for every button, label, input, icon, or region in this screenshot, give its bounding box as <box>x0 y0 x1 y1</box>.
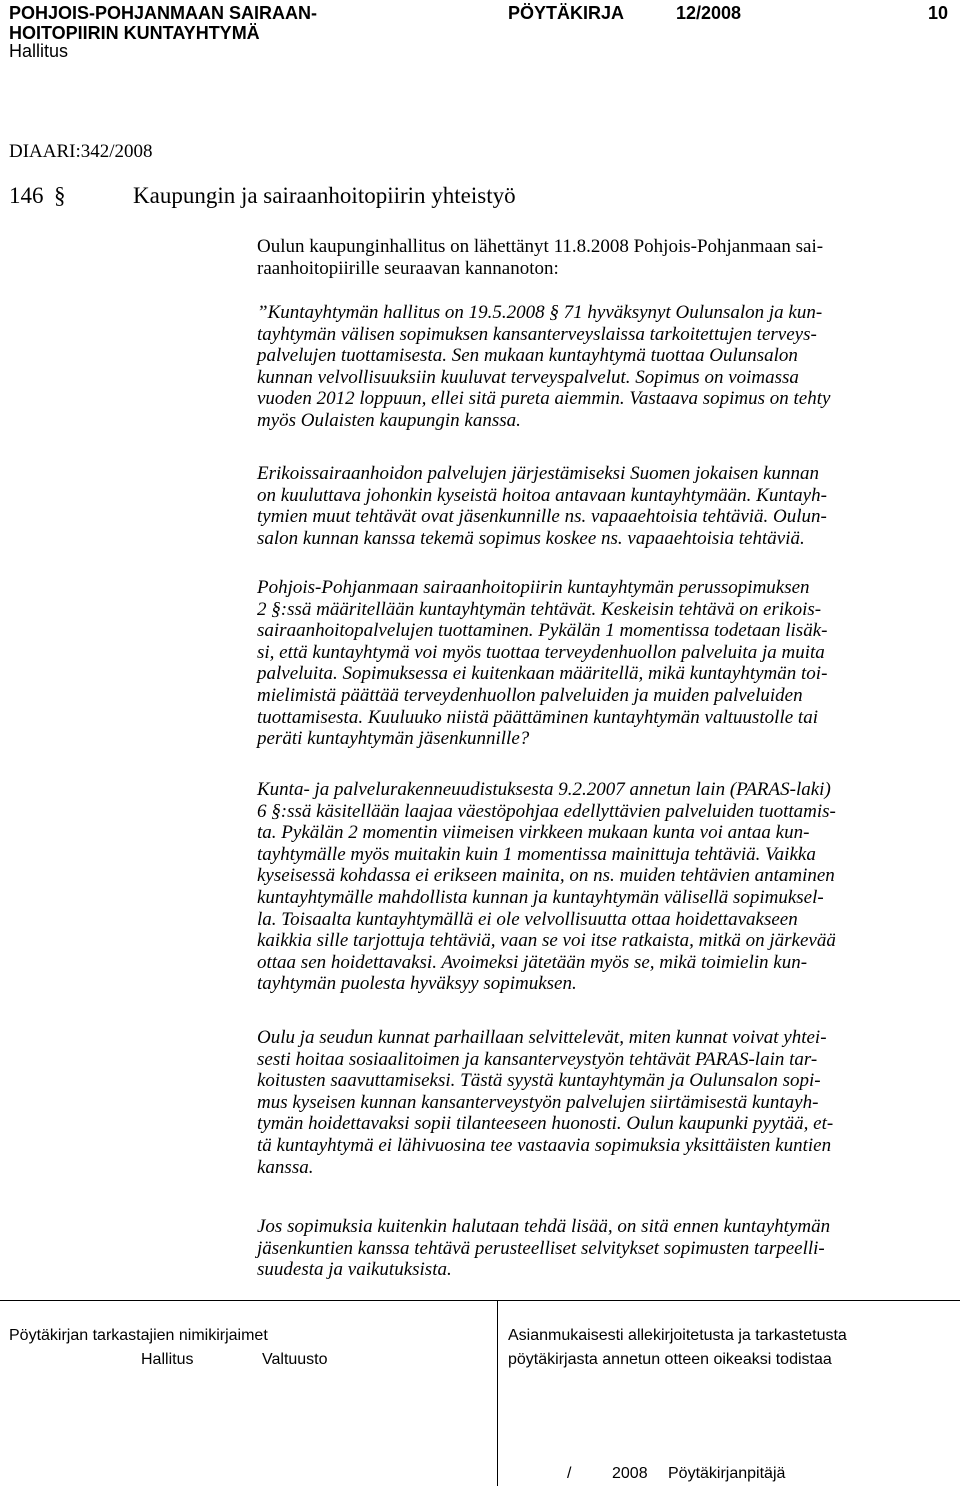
diaari-number: DIAARI:342/2008 <box>9 141 153 162</box>
footer-date-year: 2008 <box>612 1465 648 1482</box>
text-line: tymän hoidettavaksi sopii tilanteeseen huonosti. Oulun kaupunki pyytää, et- <box>257 1113 834 1135</box>
header-doc-type: PÖYTÄKIRJA <box>508 3 625 23</box>
text-line: palveluita. Sopimuksessa ei kuitenkaan määritellä, mikä kuntayhtymän toi- <box>257 663 828 685</box>
text-line: 2 §:ssä määritellään kuntayhtymän tehtävät. Keskeisin tehtävä on erikois- <box>257 598 822 620</box>
text-line: kaikkia sille tarjottuja tehtäviä, vaan se voi itse ratkaista, mitkä on järkevää <box>257 930 836 952</box>
text-line: kyseisessä kohdassa ei erikseen mainita, on ns. muiden tehtävien antaminen <box>257 865 835 887</box>
header-body-name: Hallitus <box>9 41 69 61</box>
header-page-number: 10 <box>928 3 949 23</box>
text-line: myös Oulaisten kaupungin kanssa. <box>257 409 521 431</box>
section-symbol: § <box>54 183 66 208</box>
footer-col-hallitus: Hallitus <box>141 1351 194 1368</box>
footer-signer: Pöytäkirjanpitäjä <box>668 1465 786 1482</box>
header-org-line1: POHJOIS-POHJANMAAN SAIRAAN- <box>9 3 318 23</box>
text-line: la. Toisaalta kuntayhtymällä ei ole velvollisuutta ottaa hoidettavakseen <box>257 908 798 930</box>
text-line: si, että kuntayhtymä voi myös tuottaa terveydenhuollon palveluita ja muita <box>257 641 825 663</box>
text-line: Erikoissairaanhoidon palvelujen järjestämiseksi Suomen jokaisen kunnan <box>257 463 820 484</box>
text-line: sairaanhoitopalvelujen tuottaminen. Pykälän 1 momentissa todetaan lisäk- <box>257 620 828 642</box>
text-line: mielimistä päättää terveydenhuollon palveluiden ja muiden palveluiden <box>257 684 803 706</box>
quoted-statement <box>257 302 957 432</box>
text-line: tayhtymän välisen sopimuksen kansanterveyslaissa tarkoitettujen terveys- <box>257 323 817 345</box>
text-line: Kunta- ja palvelurakenneuudistuksesta 9.2.2007 annetun lain (PARAS-laki) <box>257 779 831 800</box>
text-line: kunnan velvollisuuksiin kuuluvat terveyspalvelut. Sopimus on voimassa <box>257 366 799 388</box>
header-doc-number: 12/2008 <box>676 3 742 23</box>
text-line: Oulu ja seudun kunnat parhaillaan selvittelevät, miten kunnat voivat yhtei- <box>257 1027 827 1048</box>
footer-divider <box>497 1300 498 1486</box>
text-line: peräti kuntayhtymän jäsenkunnille? <box>257 728 530 750</box>
text-line: suudesta ja vaikutuksista. <box>257 1259 452 1281</box>
paragraph-2 <box>257 577 957 750</box>
text-line: kuntayhtymälle mahdollista kunnan ja kuntayhtymän välisellä sopimuksel- <box>257 886 824 908</box>
text-line: 6 §:ssä käsitellään laajaa väestöpohjaa edellyttävien palveluiden tuottamis- <box>257 800 836 822</box>
paragraph-5 <box>257 1216 957 1281</box>
text-line: vuoden 2012 loppuun, ellei sitä pureta aiemmin. Vastaava sopimus on tehty <box>257 388 831 410</box>
text-line: sesti hoitaa sosiaalitoimen ja kansanterveystyön tehtävät PARAS-lain tar- <box>257 1048 818 1070</box>
text-line: jäsenkuntien kanssa tehtävä perusteelliset selvitykset sopimusten tarpeelli- <box>257 1237 825 1259</box>
footer-date-slash: / <box>567 1465 572 1482</box>
text-line: ta. Pykälän 2 momentin viimeisen virkkeen mukaan kunta voi antaa kun- <box>257 822 810 844</box>
text-line: koitusten saavuttamiseksi. Tästä syystä kuntayhtymän ja Oulunsalon sopi- <box>257 1070 821 1092</box>
footer-certification-line1: Asianmukaisesti allekirjoitetusta ja tarkastetusta <box>508 1327 847 1344</box>
text-line: kanssa. <box>257 1156 314 1178</box>
text-line: tä kuntayhtymä ei lähivuosina tee vastaavia sopimuksia yksittäisten kuntien <box>257 1134 832 1156</box>
text-line: Jos sopimuksia kuitenkin halutaan tehdä lisää, on sitä ennen kuntayhtymän <box>257 1216 831 1237</box>
text-line: raanhoitopiirille seuraavan kannanoton: <box>257 257 559 279</box>
paragraph-1 <box>257 463 957 549</box>
text-line: Oulun kaupunginhallitus on lähettänyt 11.8.2008 Pohjois-Pohjanmaan sai- <box>257 236 824 257</box>
header-org-line2: HOITOPIIRIN KUNTAYHTYMÄ <box>9 23 260 43</box>
text-line: tayhtymälle myös muitakin kuin 1 momentissa mainittuja tehtäviä. Vaikka <box>257 843 816 865</box>
intro-paragraph <box>257 236 957 279</box>
text-line: salon kunnan kanssa tekemä sopimus koskee ns. vapaaehtoisia tehtäviä. <box>257 527 805 549</box>
text-line: Pohjois-Pohjanmaan sairaanhoitopiirin kuntayhtymän perussopimuksen <box>257 577 810 598</box>
footer-top-rule <box>0 1300 960 1301</box>
text-line: mus kyseisen kunnan kansanterveystyön palvelujen siirtämisestä kuntayh- <box>257 1091 819 1113</box>
footer-certification-line2: pöytäkirjasta annetun otteen oikeaksi todistaa <box>508 1351 832 1368</box>
text-line: tuottamisesta. Kuuluuko niistä päättäminen kuntayhtymän valtuustolle tai <box>257 706 818 728</box>
text-line: tymien muut tehtävät ovat jäsenkunnille ns. vapaaehtoisia tehtäviä. Oulun- <box>257 506 827 528</box>
text-line: tayhtymän puolesta hyväksyy sopimuksen. <box>257 973 577 995</box>
text-line: ”Kuntayhtymän hallitus on 19.5.2008 § 71 hyväksynyt Oulunsalon ja kun- <box>257 302 823 323</box>
paragraph-4 <box>257 1027 957 1178</box>
text-line: ottaa sen hoidettavaksi. Avoimeksi jätetään myös se, mikä toimielin kun- <box>257 951 808 973</box>
text-line: palvelujen tuottamisesta. Sen mukaan kuntayhtymä tuottaa Oulunsalon <box>257 345 798 367</box>
footer-initials-title: Pöytäkirjan tarkastajien nimikirjaimet <box>9 1327 268 1344</box>
footer-col-valtuusto: Valtuusto <box>262 1351 328 1368</box>
paragraph-3 <box>257 779 957 995</box>
text-line: on kuuluttava johonkin kyseistä hoitoa antavaan kuntayhtymään. Kuntayh- <box>257 484 827 506</box>
section-title: Kaupungin ja sairaanhoitopiirin yhteistyö <box>133 183 516 208</box>
section-number: 146 <box>9 183 44 208</box>
